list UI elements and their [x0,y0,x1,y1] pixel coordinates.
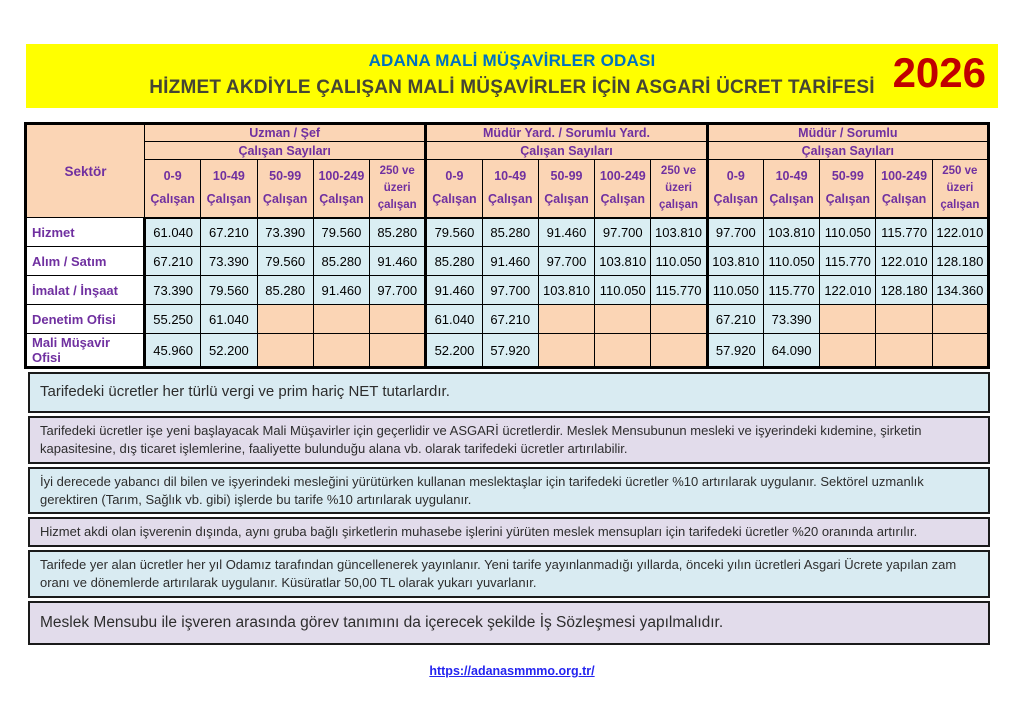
value-cell: 61.040 [201,305,257,334]
value-cell: 134.360 [932,276,988,305]
value-cell: 115.770 [876,218,932,247]
note-item: Hizmet akdi olan işverenin dışında, aynı gruba bağlı şirketlerin muhasebe işlerini yürüten meslek mensupları için tarifedeki ücretler %20 oranında artırılır. [28,517,990,547]
website-link[interactable]: https://adanasmmmo.org.tr/ [429,664,595,678]
col-header-250-uzeri: 250 ve üzeri çalışan [932,160,988,218]
value-cell: 91.460 [538,218,594,247]
subheader-row [26,142,989,160]
empty-cell [257,305,313,334]
col-header-50-99: 50-99 Çalışan [820,160,876,218]
group-header-mudur-yard: Müdür Yard. / Sorumlu Yard. [426,124,707,142]
group-header-row [26,124,989,142]
sector-label: Mali Müşavir Ofisi [26,334,145,368]
empty-cell [932,334,988,368]
empty-cell [651,305,707,334]
empty-cell [820,305,876,334]
value-cell: 128.180 [876,276,932,305]
value-cell: 103.810 [651,218,707,247]
value-cell: 67.210 [707,305,763,334]
value-cell: 73.390 [763,305,819,334]
col-header-0-9: 0-9 Çalışan [145,160,201,218]
sector-label: Alım / Satım [26,247,145,276]
sector-label: İmalat / İnşaat [26,276,145,305]
empty-cell [651,334,707,368]
value-cell: 79.560 [426,218,482,247]
year-badge: 2026 [892,49,986,96]
subheader-calisan-sayilari: Çalışan Sayıları [426,142,707,160]
value-cell: 64.090 [763,334,819,368]
table-row-imalat-insaat [26,276,989,305]
value-cell: 85.280 [257,276,313,305]
col-header-10-49: 10-49 Çalışan [201,160,257,218]
value-cell: 57.920 [482,334,538,368]
org-title: ADANA MALİ MÜŞAVİRLER ODASI [368,51,656,70]
empty-cell [595,334,651,368]
table-row-alim-satim [26,247,989,276]
value-cell: 85.280 [482,218,538,247]
note-item: Meslek Mensubu ile işveren arasında görev tanımını da içerecek şekilde İş Sözleşmesi yapılmalıdır. [28,601,990,644]
note-item: İyi derecede yabancı dil bilen ve işyerindeki mesleğini yürütürken kullanan meslektaşlar için tarifedeki ücretler %10 artırılarak uygulanır. Sektörel uzmanlık gerektiren (Tarım, Sağlık vb. gibi) işlerde bu tarife %10 artırılarak uygulanır. [28,467,990,515]
value-cell: 97.700 [707,218,763,247]
value-cell: 61.040 [426,305,482,334]
value-cell: 122.010 [932,218,988,247]
value-cell: 91.460 [313,276,369,305]
page-title: HİZMET AKDİYLE ÇALIŞAN MALİ MÜŞAVİRLER İÇİN ASGARİ ÜCRET TARİFESİ [149,77,875,98]
value-cell: 97.700 [370,276,426,305]
empty-cell [370,334,426,368]
value-cell: 97.700 [482,276,538,305]
col-header-0-9: 0-9 Çalışan [426,160,482,218]
col-header-250-uzeri: 250 ve üzeri çalışan [651,160,707,218]
title-banner [26,44,998,108]
value-cell: 103.810 [763,218,819,247]
value-cell: 91.460 [370,247,426,276]
value-cell: 91.460 [482,247,538,276]
empty-cell [876,305,932,334]
tariff-table [24,122,990,369]
col-header-50-99: 50-99 Çalışan [538,160,594,218]
col-header-100-249: 100-249 Çalışan [876,160,932,218]
value-cell: 73.390 [257,218,313,247]
value-cell: 91.460 [426,276,482,305]
footer [0,662,1024,680]
col-header-250-uzeri: 250 ve üzeri çalışan [370,160,426,218]
value-cell: 85.280 [426,247,482,276]
value-cell: 97.700 [595,218,651,247]
note-item: Tarifedeki ücretler işe yeni başlayacak Mali Müşavirler için geçerlidir ve ASGARİ ücretlerdir. Meslek Mensubunun mesleki ve işyerindeki kıdemine, şirketin kapasitesine, dış ticaret işlemlerine, faaliyette bulunduğu alana vb. olarak tarifedeki ücretler artırılabilir. [28,416,990,464]
group-header-mudur: Müdür / Sorumlu [707,124,988,142]
col-header-100-249: 100-249 Çalışan [313,160,369,218]
value-cell: 52.200 [201,334,257,368]
value-cell: 115.770 [651,276,707,305]
value-cell: 79.560 [201,276,257,305]
sector-header: Sektör [26,124,145,218]
note-item: Tarifede yer alan ücretler her yıl Odamız tarafından güncellenerek yayınlanır. Yeni tarife yayınlanmadığı yıllarda, önceki yılın ücretleri Asgari Ücrete yapılan zam oranı ve dönemlerde artırılarak uygulanır. Küsüratlar 50,00 TL olarak yukarı yuvarlanır. [28,550,990,598]
value-cell: 52.200 [426,334,482,368]
note-item: Tarifedeki ücretler her türlü vergi ve prim hariç NET tutarlardır. [28,372,990,413]
value-cell: 85.280 [370,218,426,247]
value-cell: 67.210 [201,218,257,247]
value-cell: 110.050 [651,247,707,276]
table-row-denetim-ofisi [26,305,989,334]
value-cell: 115.770 [763,276,819,305]
empty-cell [313,305,369,334]
sector-label: Denetim Ofisi [26,305,145,334]
notes-section [28,372,990,648]
subheader-calisan-sayilari: Çalışan Sayıları [145,142,426,160]
empty-cell [257,334,313,368]
value-cell: 110.050 [763,247,819,276]
empty-cell [370,305,426,334]
value-cell: 122.010 [820,276,876,305]
value-cell: 122.010 [876,247,932,276]
value-cell: 45.960 [145,334,201,368]
value-cell: 61.040 [145,218,201,247]
empty-cell [932,305,988,334]
empty-cell [820,334,876,368]
value-cell: 103.810 [595,247,651,276]
value-cell: 128.180 [932,247,988,276]
col-header-10-49: 10-49 Çalışan [763,160,819,218]
value-cell: 110.050 [595,276,651,305]
value-cell: 73.390 [145,276,201,305]
col-header-0-9: 0-9 Çalışan [707,160,763,218]
value-cell: 73.390 [201,247,257,276]
empty-cell [595,305,651,334]
sector-label: Hizmet [26,218,145,247]
value-cell: 115.770 [820,247,876,276]
col-header-50-99: 50-99 Çalışan [257,160,313,218]
value-cell: 85.280 [313,247,369,276]
table-row-hizmet [26,218,989,247]
col-header-100-249: 100-249 Çalışan [595,160,651,218]
empty-cell [538,305,594,334]
column-header-row [26,160,989,218]
value-cell: 97.700 [538,247,594,276]
empty-cell [538,334,594,368]
value-cell: 103.810 [707,247,763,276]
subheader-calisan-sayilari: Çalışan Sayıları [707,142,988,160]
group-header-uzman: Uzman / Şef [145,124,426,142]
value-cell: 57.920 [707,334,763,368]
value-cell: 79.560 [313,218,369,247]
empty-cell [313,334,369,368]
empty-cell [876,334,932,368]
value-cell: 67.210 [482,305,538,334]
value-cell: 67.210 [145,247,201,276]
col-header-10-49: 10-49 Çalışan [482,160,538,218]
value-cell: 110.050 [707,276,763,305]
table-row-mali-musavir-ofisi [26,334,989,368]
value-cell: 103.810 [538,276,594,305]
value-cell: 79.560 [257,247,313,276]
value-cell: 110.050 [820,218,876,247]
value-cell: 55.250 [145,305,201,334]
